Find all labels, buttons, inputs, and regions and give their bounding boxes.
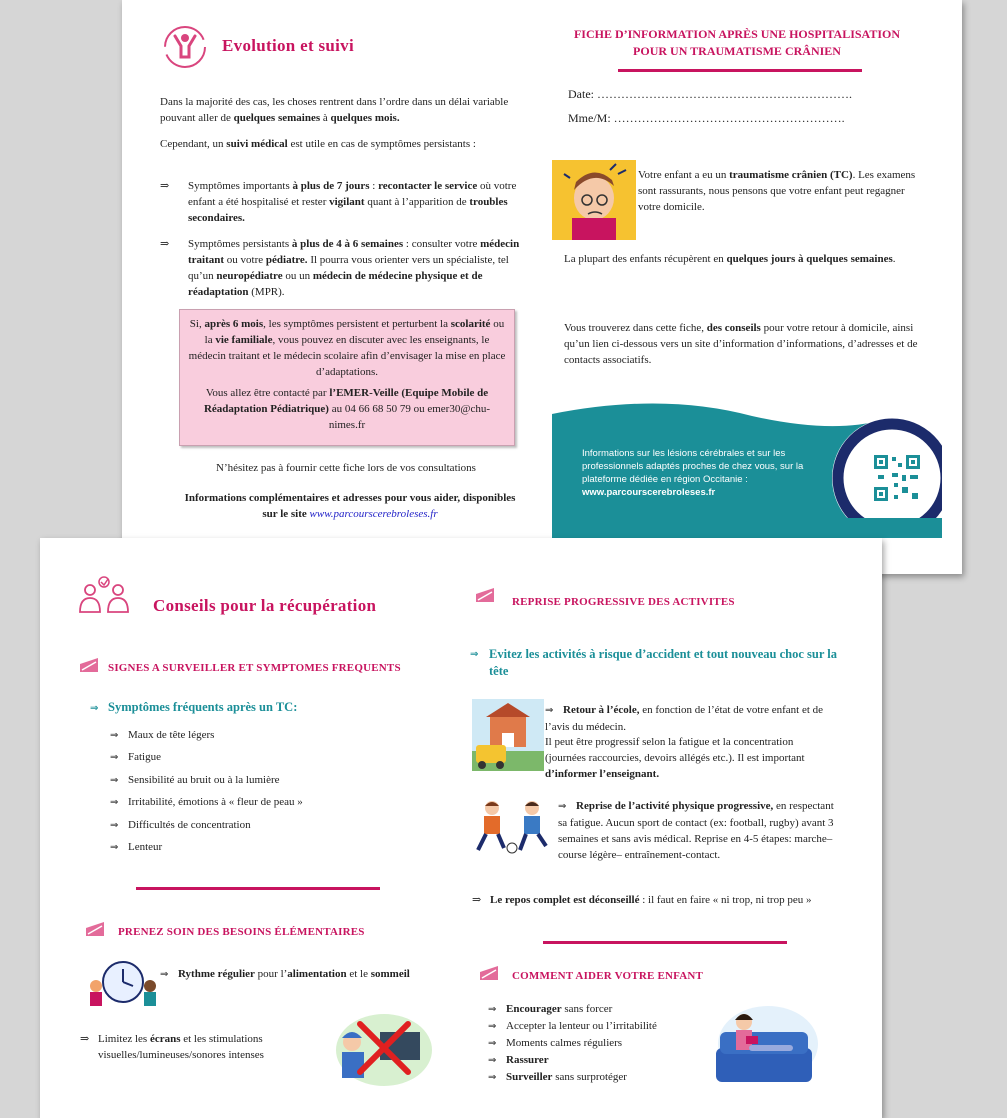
list-item: ⇒ Fatigue <box>110 751 161 764</box>
arrow-icon: ⇒ <box>160 969 169 980</box>
arrow-icon: ⇒ <box>558 801 567 812</box>
banner-url[interactable]: www.parcourscerebroleses.fr <box>582 487 716 498</box>
school-illustration <box>472 699 544 771</box>
section-bookmark-icon <box>86 922 106 936</box>
routine-clock-illustration <box>86 956 160 1008</box>
arrow-icon: ⇒ <box>470 649 479 660</box>
symptoms-list <box>110 729 303 863</box>
list-item: ⇒ Maux de tête légers <box>110 729 215 741</box>
section-bookmark-icon <box>80 658 100 672</box>
arrow-icon: ⇒ <box>90 703 99 714</box>
arrow-icon: ⇒ <box>488 1038 497 1049</box>
complete-rest-tip: ⇒ Le repos complet est déconseillé : il faut en faire « ni trop, ni trop peu » <box>472 894 812 906</box>
section-divider <box>543 941 787 944</box>
list-item: ⇒ Irritabilité, émotions à « fleur de peau » <box>110 796 303 809</box>
website-link[interactable]: www.parcourscerebroleses.fr <box>309 508 438 520</box>
sheet-title <box>542 26 932 60</box>
evolution-title: Evolution et suivi <box>222 36 354 55</box>
doctor-consultation-icon <box>76 576 132 618</box>
regular-rhythm-tip: ⇒ Rythme régulier pour l’alimentation et le sommeil <box>160 966 430 983</box>
section-bookmark-icon <box>480 966 500 980</box>
child-reading-on-sofa-illustration <box>710 1004 820 1088</box>
followup-bullet-2: ⇒ Symptômes persistants à plus de 4 à 6 semaines : consulter votre médecin traitant ou votre pédiatre. Il pourra vous orienter vers un spécialiste, tel qu’un neuropédiatre ou un médecin de médecine physique et de réadaptation (MPR). <box>160 238 520 298</box>
kids-playing-football-illustration <box>470 796 556 856</box>
recovery-paragraph: La plupart des enfants récupèrent en quelques jours à quelques semaines. <box>564 253 896 265</box>
arrow-icon: ⇒ <box>110 819 119 831</box>
activities-section-heading: REPRISE PROGRESSIVE DES ACTIVITES <box>512 596 735 608</box>
callout-paragraph-2: Vous allez être contacté par l’EMER-Veille (Equipe Mobile de Réadaptation Pédiatrique) au 04 66 68 50 79 ou emer30@chu-nimes.fr <box>203 387 491 431</box>
more-info-note: Informations complémentaires et adresses pour vous aider, disponibles sur le site www.parcourscerebroleses.fr <box>184 492 516 520</box>
needs-section-heading: PRENEZ SOIN DES BESOINS ÉLÉMENTAIRES <box>118 926 365 938</box>
date-field[interactable]: Date: ………………………………………………………. <box>568 87 852 101</box>
title-divider <box>618 69 862 72</box>
arrow-icon: ⇒ <box>488 1021 497 1032</box>
list-item: ⇒ Sensibilité au bruit ou à la lumière <box>110 773 280 786</box>
help-list <box>488 1001 657 1086</box>
section-divider <box>136 887 380 890</box>
arrow-icon: ⇒ <box>488 1055 497 1066</box>
screens-tip: ⇒ Limitez les écrans et les stimulations visuelles/lumineuses/sonores intenses <box>80 1033 264 1061</box>
emer-callout-box <box>179 309 515 446</box>
arrow-icon: ⇒ <box>110 730 119 741</box>
person-cheering-icon <box>162 24 208 70</box>
arrow-icon: ⇒ <box>110 774 119 786</box>
arrow-icon: ⇒ <box>160 238 170 250</box>
help-section-heading: COMMENT AIDER VOTRE ENFANT <box>512 970 704 982</box>
consultation-note: N’hésitez pas à fournir cette fiche lors de vos consultations <box>216 462 476 474</box>
info-sheet-page-2 <box>40 538 882 1118</box>
list-item: ⇒ Moments calmes réguliers <box>488 1035 657 1052</box>
arrow-icon: ⇒ <box>488 1004 497 1015</box>
list-item: ⇒ Lenteur <box>110 840 163 853</box>
list-item: ⇒ Difficultés de concentration <box>110 818 251 831</box>
list-item: ⇒ Encourager sans forcer <box>488 1001 657 1018</box>
list-item: ⇒ Surveiller sans surprotéger <box>488 1069 657 1086</box>
no-screens-illustration <box>322 1010 432 1088</box>
arrow-icon: ⇒ <box>110 752 119 764</box>
section-bookmark-icon <box>476 588 496 602</box>
frequent-symptoms-subheading: ⇒ Symptômes fréquents après un TC: <box>90 700 298 714</box>
recovery-title: Conseils pour la récupération <box>153 596 377 615</box>
arrow-icon: ⇒ <box>545 705 554 716</box>
qr-code-icon[interactable] <box>872 453 922 503</box>
avoid-risk-heading: ⇒ Evitez les activités à risque d’accident et tout nouveau choc sur la tête <box>470 647 837 678</box>
callout-paragraph-1: Si, après 6 mois, les symptômes persistent et perturbent la scolarité ou la vie familiale, vous pouvez en discuter avec les enseignants, le médecin traitant et le médecin scolaire afin d’envisager la mise en place d’adaptations. <box>188 318 506 378</box>
school-return-tip: ⇒ Retour à l’école, en fonction de l’état de votre enfant et de l’avis du médecin. <box>545 704 824 733</box>
intro-paragraph-1: Dans la majorité des cas, les choses rentrent dans l’ordre dans un délai variable pouvant aller de quelques semaines à quelques mois. <box>160 96 509 124</box>
sheet-title-line-1: FICHE D’INFORMATION APRÈS UNE HOSPITALISATION <box>573 27 901 41</box>
info-sheet-page-1 <box>122 0 962 574</box>
arrow-icon: ⇒ <box>488 1072 497 1083</box>
physical-activity-tip: ⇒ Reprise de l’activité physique progressive, en respectant sa fatigue. Aucun sport de contact (ex: football, rugby) avant 3 semaines et sans avis médical. Reprise en 4-5 étapes: marche– course légère– entraînement-contact. <box>558 800 834 861</box>
name-field[interactable]: Mme/M: …………………………………………………. <box>568 111 845 125</box>
advice-paragraph: Vous trouverez dans cette fiche, des conseils pour votre retour à domicile, ainsi qu’un lien ci-dessous vers un site d’information d’informations, d’adresses et de contacts associatifs. <box>564 322 918 366</box>
followup-bullet-1: ⇒ Symptômes importants à plus de 7 jours : recontacter le service où votre enfant a été hospitalisé et rester vigilant quant à l’apparition de troubles secondaires. <box>160 180 517 224</box>
arrow-icon: ⇒ <box>80 1033 90 1045</box>
arrow-icon: ⇒ <box>160 180 170 192</box>
banner-text: Informations sur les lésions cérébrales et sur les professionnels adaptés proches de chez vous, sur la plateforme dédiée en région Occitanie : www.parcourscerebroleses.fr <box>582 448 804 498</box>
list-item: ⇒ Accepter la lenteur ou l’irritabilité <box>488 1018 657 1035</box>
intro-paragraph-2: Cependant, un suivi médical est utile en cas de symptômes persistants : <box>160 138 476 150</box>
sheet-title-line-2: POUR UN TRAUMATISME CRÂNIEN <box>633 44 841 58</box>
arrow-icon: ⇒ <box>472 894 482 906</box>
arrow-icon: ⇒ <box>110 797 119 809</box>
school-return-details: Il peut être progressif selon la fatigue et la concentration (journées raccourcies, devoirs allégés etc.). Il est important d’informer l’enseignant. <box>545 736 805 780</box>
arrow-icon: ⇒ <box>110 841 119 853</box>
tc-paragraph: Votre enfant a eu un traumatisme crânien (TC). Les examens sont rassurants, nous pensons que votre enfant peut regagner votre domicile. <box>638 169 916 213</box>
list-item: ⇒ Rassurer <box>488 1052 657 1069</box>
signs-section-heading: SIGNES A SURVEILLER ET SYMPTOMES FREQUENTS <box>108 662 401 674</box>
injured-child-illustration <box>552 160 636 240</box>
